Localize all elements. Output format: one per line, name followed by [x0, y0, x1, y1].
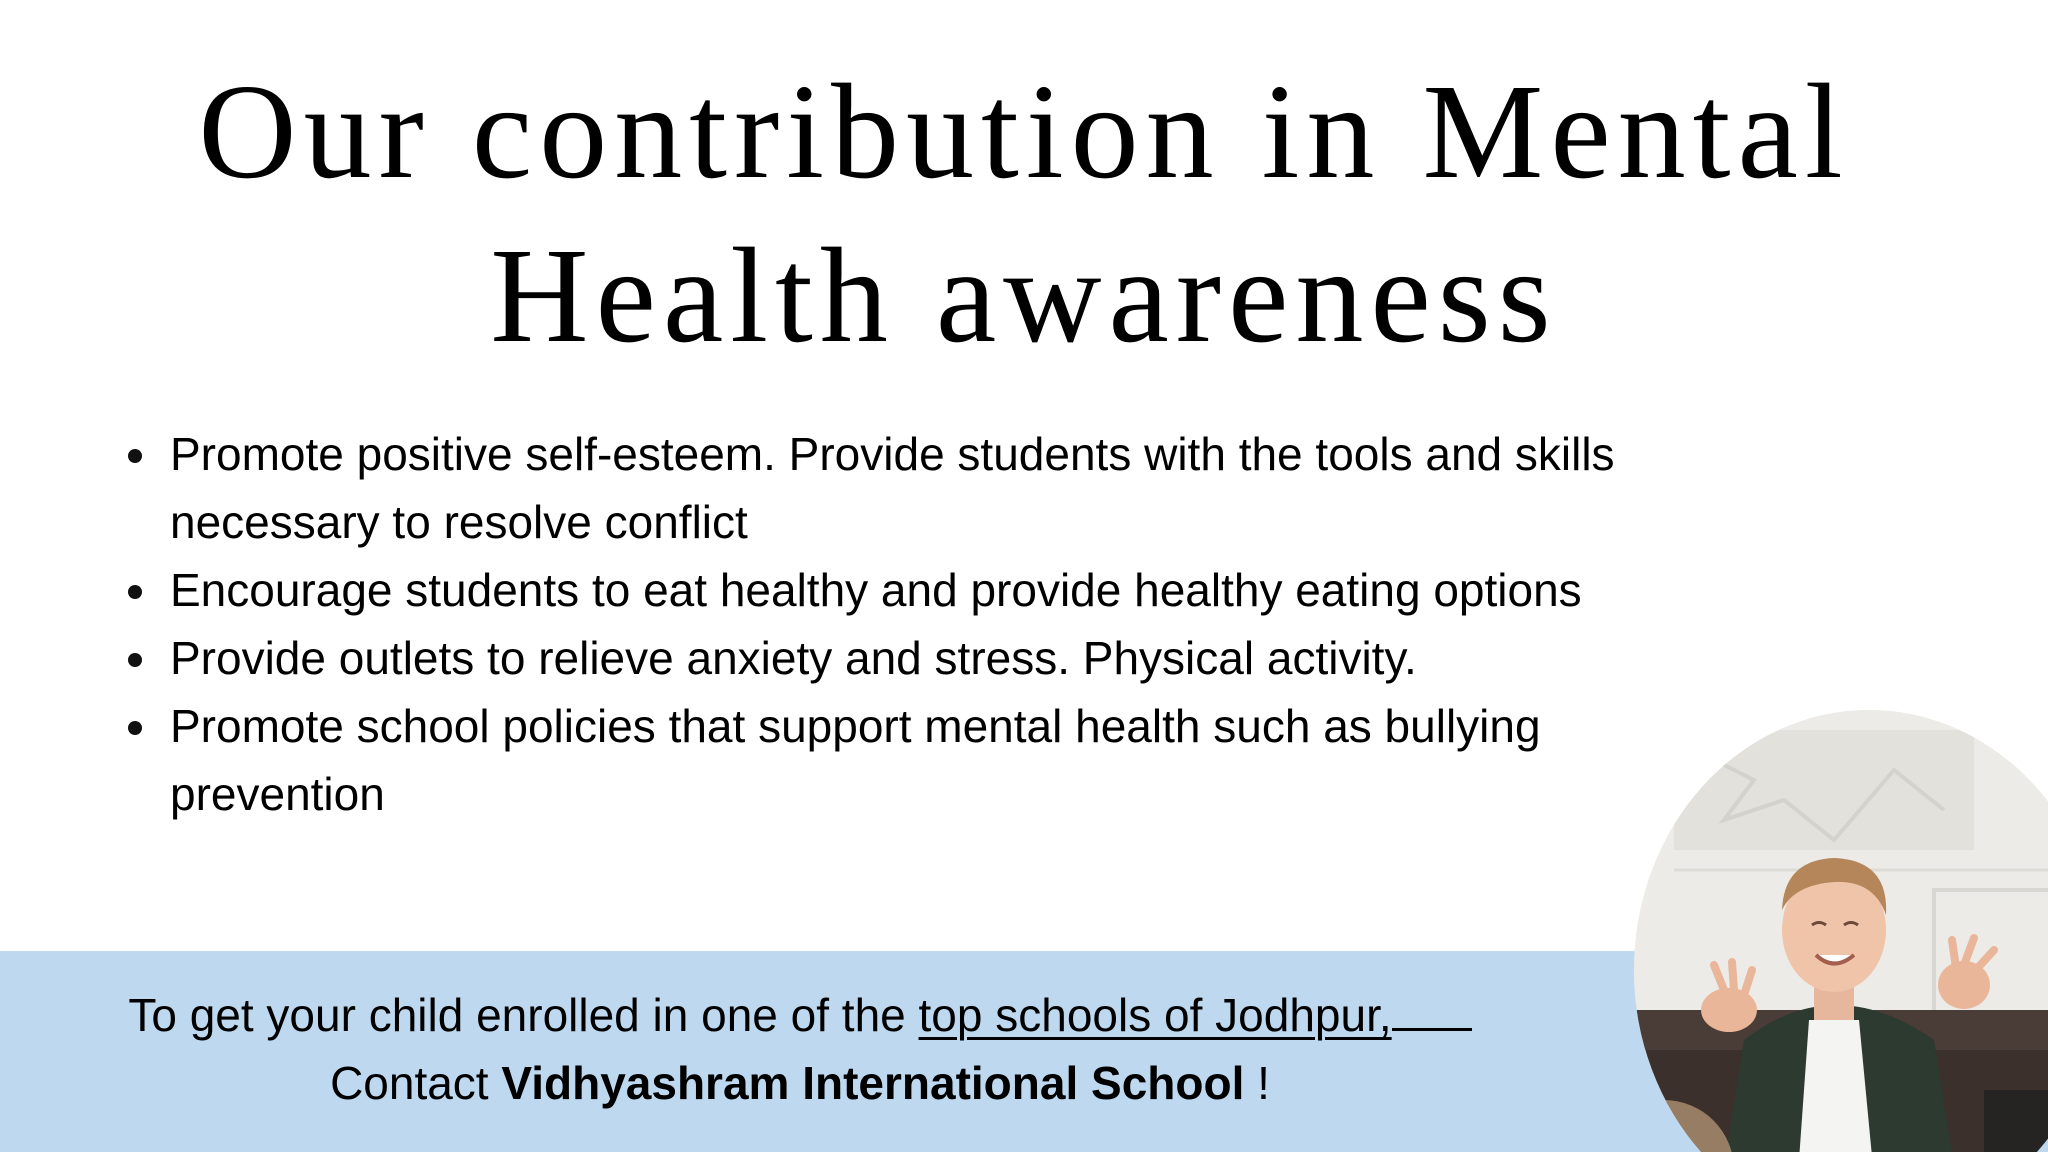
banner-text [0, 981, 1600, 1117]
slide-title [0, 50, 2048, 378]
contact-prefix: Contact [330, 1057, 502, 1109]
bullet-icon [128, 721, 142, 735]
bullet-icon [128, 653, 142, 667]
list-item [120, 624, 1720, 692]
banner-intro-text: To get your child enrolled in one of the [128, 989, 919, 1041]
contact-suffix: ! [1244, 1057, 1270, 1109]
list-item [120, 692, 1720, 828]
bullet-icon [128, 585, 142, 599]
bullet-text: Promote positive self-esteem. Provide students with the tools and skills [170, 428, 1615, 480]
bullet-text-continued: necessary to resolve conflict [170, 496, 748, 548]
link-underline-extension [1392, 1018, 1472, 1031]
top-schools-link[interactable]: top schools of Jodhpur, [918, 989, 1392, 1041]
list-item [120, 420, 1720, 556]
bullet-list [120, 420, 1720, 828]
banner-line-1 [0, 981, 1600, 1049]
banner-line-2 [0, 1049, 1600, 1117]
bullet-text: Encourage students to eat healthy and provide healthy eating options [170, 564, 1582, 616]
school-name: Vidhyashram International School [501, 1057, 1245, 1109]
list-item [120, 556, 1720, 624]
bullet-text: Promote school policies that support mental health such as bullying [170, 700, 1541, 752]
bullet-text: Provide outlets to relieve anxiety and stress. Physical activity. [170, 632, 1417, 684]
title-line-1: Our contribution in Mental [198, 57, 1850, 207]
bullet-icon [128, 449, 142, 463]
bullet-text-continued: prevention [170, 768, 385, 820]
title-line-2: Health awareness [490, 221, 1558, 371]
